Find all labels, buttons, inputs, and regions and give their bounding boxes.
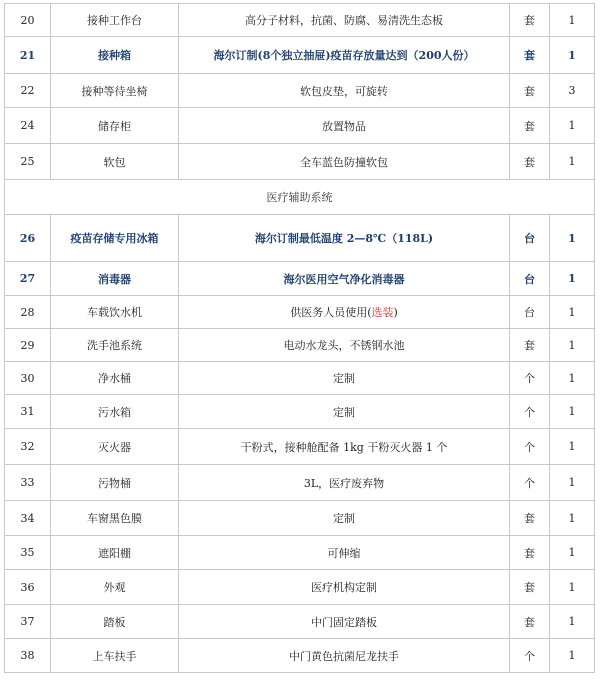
item-quantity: 1 <box>550 4 595 37</box>
table-row <box>5 395 595 429</box>
item-number: 20 <box>5 4 51 37</box>
item-name: 遮阳棚 <box>51 536 179 570</box>
table-row <box>5 144 595 180</box>
item-number: 24 <box>5 108 51 144</box>
item-unit: 台 <box>510 262 550 296</box>
item-number: 35 <box>5 536 51 570</box>
item-unit: 个 <box>510 465 550 501</box>
table-row <box>5 262 595 296</box>
item-name: 消毒器 <box>51 262 179 296</box>
table-row <box>5 429 595 465</box>
item-quantity: 1 <box>550 215 595 262</box>
item-name: 踏板 <box>51 605 179 639</box>
item-description: 可伸缩 <box>179 536 510 570</box>
item-name: 外观 <box>51 570 179 605</box>
item-quantity: 1 <box>550 429 595 465</box>
item-unit: 套 <box>510 501 550 536</box>
item-number: 22 <box>5 74 51 108</box>
item-description: 海尔订制(8个独立抽屉)疫苗存放量达到（200人份） <box>179 37 510 74</box>
table-row <box>5 639 595 673</box>
item-unit: 套 <box>510 144 550 180</box>
item-number: 31 <box>5 395 51 429</box>
item-description: 定制 <box>179 501 510 536</box>
table-row <box>5 536 595 570</box>
item-number: 37 <box>5 605 51 639</box>
item-number: 21 <box>5 37 51 74</box>
item-unit: 套 <box>510 4 550 37</box>
item-number: 27 <box>5 262 51 296</box>
item-number: 34 <box>5 501 51 536</box>
table-row <box>5 501 595 536</box>
item-quantity: 1 <box>550 108 595 144</box>
item-number: 26 <box>5 215 51 262</box>
item-quantity: 3 <box>550 74 595 108</box>
table-row <box>5 37 595 74</box>
item-description: 干粉式，接种舱配备 1kg 干粉灭火器 1 个 <box>179 429 510 465</box>
item-quantity: 1 <box>550 262 595 296</box>
item-number: 30 <box>5 362 51 395</box>
item-unit: 套 <box>510 74 550 108</box>
item-name: 接种工作台 <box>51 4 179 37</box>
section-title: 医疗辅助系统 <box>5 180 595 215</box>
item-number: 33 <box>5 465 51 501</box>
item-number: 25 <box>5 144 51 180</box>
table-row <box>5 296 595 329</box>
table-row <box>5 570 595 605</box>
item-unit: 个 <box>510 429 550 465</box>
table-row <box>5 329 595 362</box>
item-description: 定制 <box>179 395 510 429</box>
item-description: 海尔医用空气净化消毒器 <box>179 262 510 296</box>
section-header-row <box>5 180 595 215</box>
item-quantity: 1 <box>550 536 595 570</box>
item-description: 电动水龙头，不锈钢水池 <box>179 329 510 362</box>
item-number: 38 <box>5 639 51 673</box>
item-description: 定制 <box>179 362 510 395</box>
item-description: 医疗机构定制 <box>179 570 510 605</box>
table-row <box>5 74 595 108</box>
item-quantity: 1 <box>550 362 595 395</box>
item-number: 36 <box>5 570 51 605</box>
table-row <box>5 605 595 639</box>
item-quantity: 1 <box>550 605 595 639</box>
item-description: 放置物品 <box>179 108 510 144</box>
item-quantity: 1 <box>550 501 595 536</box>
table-row <box>5 108 595 144</box>
item-name: 洗手池系统 <box>51 329 179 362</box>
item-unit: 台 <box>510 296 550 329</box>
item-name: 灭火器 <box>51 429 179 465</box>
item-number: 28 <box>5 296 51 329</box>
item-description: 3L，医疗废弃物 <box>179 465 510 501</box>
item-quantity: 1 <box>550 570 595 605</box>
description-text: 供医务人员使用( <box>290 306 372 319</box>
item-quantity: 1 <box>550 465 595 501</box>
item-unit: 个 <box>510 639 550 673</box>
item-name: 车窗黑色膜 <box>51 501 179 536</box>
item-description: 中门黄色抗菌尼龙扶手 <box>179 639 510 673</box>
item-name: 储存柜 <box>51 108 179 144</box>
item-description: 海尔订制最低温度 2—8℃（118L) <box>179 215 510 262</box>
item-unit: 套 <box>510 37 550 74</box>
item-description: 中门固定踏板 <box>179 605 510 639</box>
item-unit: 套 <box>510 108 550 144</box>
item-name: 疫苗存储专用冰箱 <box>51 215 179 262</box>
item-unit: 套 <box>510 536 550 570</box>
item-description: 全车蓝色防撞软包 <box>179 144 510 180</box>
item-unit: 个 <box>510 395 550 429</box>
item-unit: 个 <box>510 362 550 395</box>
item-name: 接种箱 <box>51 37 179 74</box>
item-name: 软包 <box>51 144 179 180</box>
item-quantity: 1 <box>550 37 595 74</box>
item-quantity: 1 <box>550 639 595 673</box>
item-name: 接种等待坐椅 <box>51 74 179 108</box>
item-unit: 套 <box>510 329 550 362</box>
item-quantity: 1 <box>550 144 595 180</box>
item-description: 高分子材料，抗菌、防腐、易清洗生态板 <box>179 4 510 37</box>
item-name: 污物桶 <box>51 465 179 501</box>
item-quantity: 1 <box>550 329 595 362</box>
item-unit: 台 <box>510 215 550 262</box>
item-name: 污水箱 <box>51 395 179 429</box>
item-name: 上车扶手 <box>51 639 179 673</box>
item-unit: 套 <box>510 605 550 639</box>
optional-note: 选装 <box>371 306 394 319</box>
table-row <box>5 215 595 262</box>
table-row <box>5 4 595 37</box>
description-text-suffix: ) <box>393 306 398 319</box>
equipment-spec-table <box>4 3 595 673</box>
item-quantity: 1 <box>550 296 595 329</box>
item-number: 29 <box>5 329 51 362</box>
item-description <box>179 296 510 329</box>
table-row <box>5 465 595 501</box>
item-name: 净水桶 <box>51 362 179 395</box>
item-name: 车载饮水机 <box>51 296 179 329</box>
item-description: 软包皮垫，可旋转 <box>179 74 510 108</box>
item-number: 32 <box>5 429 51 465</box>
table-row <box>5 362 595 395</box>
item-quantity: 1 <box>550 395 595 429</box>
item-unit: 套 <box>510 570 550 605</box>
spec-table-body <box>5 4 595 673</box>
